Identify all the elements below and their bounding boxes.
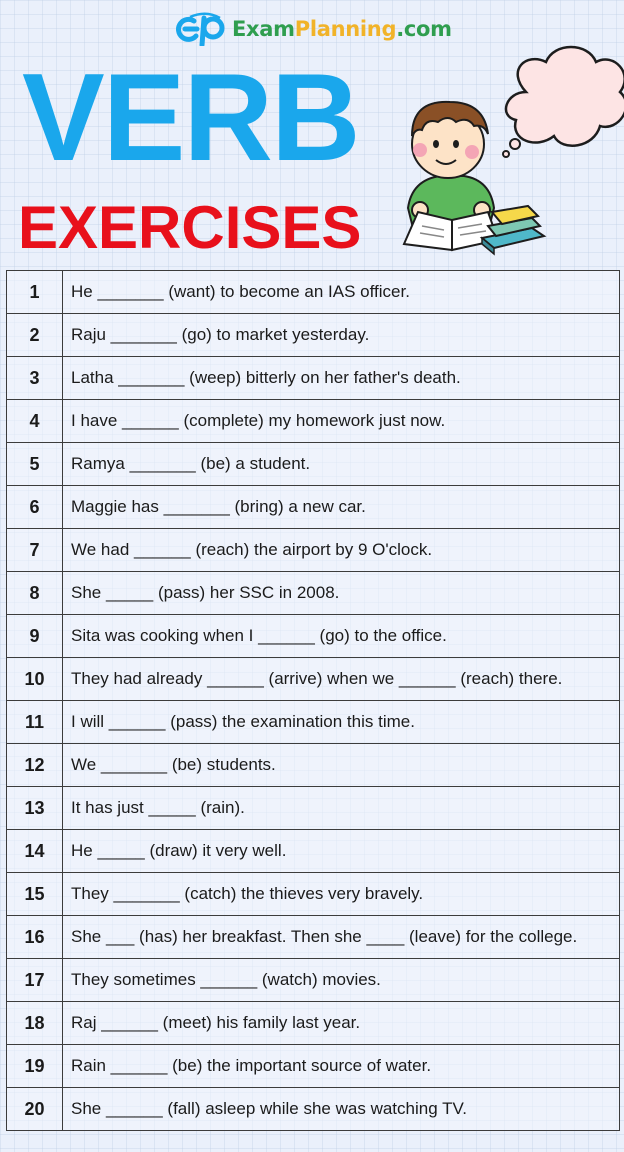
exercise-row [7,314,620,357]
exercise-row [7,873,620,916]
exercise-number: 11 [7,701,63,744]
exercise-sentence: Raj ______ (meet) his family last year. [63,1002,620,1045]
exercise-row [7,529,620,572]
exercise-number: 2 [7,314,63,357]
exercise-row [7,1002,620,1045]
exercise-sentence: Maggie has _______ (bring) a new car. [63,486,620,529]
exercise-number: 4 [7,400,63,443]
exercise-sentence: I will ______ (pass) the examination this time. [63,701,620,744]
exercise-table-body [7,271,620,1131]
exercise-sentence: Latha _______ (weep) bitterly on her father's death. [63,357,620,400]
exercise-sentence: She ______ (fall) asleep while she was watching TV. [63,1088,620,1131]
exercise-row [7,271,620,314]
brand-name-part3: .com [396,17,452,41]
exercise-number: 19 [7,1045,63,1088]
exercise-number: 12 [7,744,63,787]
exercise-number: 17 [7,959,63,1002]
exercise-number: 20 [7,1088,63,1131]
exercise-sentence: Rain ______ (be) the important source of water. [63,1045,620,1088]
exercise-row [7,959,620,1002]
exercise-sentence: Raju _______ (go) to market yesterday. [63,314,620,357]
exercise-sentence: Ramya _______ (be) a student. [63,443,620,486]
exercise-row [7,486,620,529]
exercise-sentence: They sometimes ______ (watch) movies. [63,959,620,1002]
exercise-sentence: It has just _____ (rain). [63,787,620,830]
exercise-sentence: We had ______ (reach) the airport by 9 O'clock. [63,529,620,572]
brand-name-part1: Exam [232,17,295,41]
ep-logo-icon [176,12,226,46]
exercise-number: 15 [7,873,63,916]
exercise-sentence: He _______ (want) to become an IAS officer. [63,271,620,314]
brand-name [232,17,452,41]
exercise-sentence: She _____ (pass) her SSC in 2008. [63,572,620,615]
exercise-sentence: He _____ (draw) it very well. [63,830,620,873]
exercise-row [7,615,620,658]
exercise-number: 16 [7,916,63,959]
title-exercises: EXERCISES [18,194,362,261]
exercise-sentence: We _______ (be) students. [63,744,620,787]
exercise-row [7,744,620,787]
exercise-number: 14 [7,830,63,873]
exercise-sentence: Sita was cooking when I ______ (go) to the office. [63,615,620,658]
boy-reading-with-thought-bubble-illustration [398,40,624,260]
exercise-number: 1 [7,271,63,314]
header [0,0,624,270]
exercise-sentence: She ___ (has) her breakfast. Then she ____ (leave) for the college. [63,916,620,959]
exercise-number: 10 [7,658,63,701]
exercise-row [7,1045,620,1088]
exercise-number: 8 [7,572,63,615]
exercise-sentence: They _______ (catch) the thieves very bravely. [63,873,620,916]
exercise-row [7,701,620,744]
exercise-row [7,572,620,615]
exercise-number: 7 [7,529,63,572]
exercise-sentence: I have ______ (complete) my homework just now. [63,400,620,443]
exercise-row [7,400,620,443]
boy-icon [408,102,494,224]
exercise-row [7,443,620,486]
title-verb: VERB [22,49,359,187]
exercise-number: 9 [7,615,63,658]
brand-name-part2: Planning [294,17,397,41]
exercise-number: 3 [7,357,63,400]
exercise-number: 13 [7,787,63,830]
exercise-row [7,658,620,701]
exercise-number: 6 [7,486,63,529]
exercise-number: 18 [7,1002,63,1045]
exercise-row [7,1088,620,1131]
exercise-row [7,787,620,830]
exercise-row [7,830,620,873]
exercise-number: 5 [7,443,63,486]
thought-bubble-icon [503,47,624,157]
exercise-row [7,357,620,400]
exercise-table [6,270,620,1131]
exercise-row [7,916,620,959]
exercise-sentence: They had already ______ (arrive) when we ______ (reach) there. [63,658,620,701]
